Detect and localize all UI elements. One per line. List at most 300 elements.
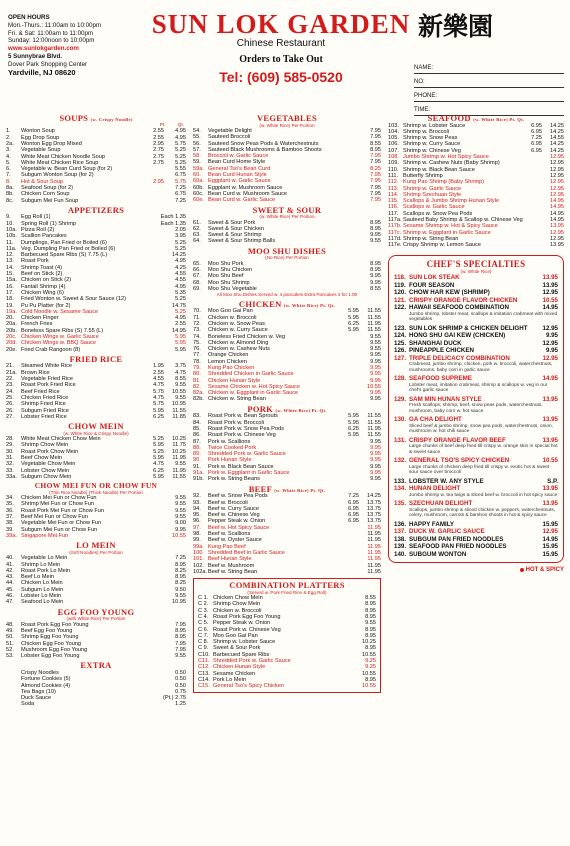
section-title: BEEF xyxy=(248,483,272,494)
item-price: 9.95 xyxy=(370,371,381,378)
item-name: GA CHA DELIGHT xyxy=(409,416,462,424)
item-number: 10a. xyxy=(6,227,17,233)
item-name: Shredded Beef in Garlic Sauce xyxy=(208,549,285,556)
phone-field[interactable]: PHONE: xyxy=(414,88,564,102)
item-price: 5.95 xyxy=(153,442,164,449)
item-number: 88. xyxy=(193,444,201,451)
item-price: 5.35 xyxy=(175,289,186,296)
item-price: 0.75 xyxy=(175,688,186,695)
item-price: 11.55 xyxy=(367,432,381,439)
item-number: 97. xyxy=(193,524,201,531)
item-price: 9.95 xyxy=(370,444,381,451)
item-number: 59. xyxy=(193,159,201,166)
item-number: 39. xyxy=(6,526,14,533)
item-price: 4.75 xyxy=(153,394,164,401)
item-number: 7. xyxy=(6,172,11,179)
item-name: Chicken w. String Bean xyxy=(208,396,266,403)
item-number: 90. xyxy=(193,457,201,464)
item-price: 0.50 xyxy=(175,682,186,689)
item-name: Chicken Lo Mein xyxy=(21,580,63,587)
item-number: 19a. xyxy=(6,308,17,315)
item-name: Beef Hunan Style xyxy=(208,556,252,563)
item-number: 10. xyxy=(6,220,14,227)
item-name: Sauteed Baby Shrimp & Scallop w. Chinese Veg xyxy=(403,217,523,224)
item-price: 7.95 xyxy=(175,621,186,628)
item-price: 12.95 xyxy=(542,324,558,332)
item-price: 2.55 xyxy=(153,128,164,135)
item-name: Roast Pork xyxy=(21,258,49,265)
item-number: 98. xyxy=(193,531,201,538)
item-name: Roast Pork Fried Rice xyxy=(21,382,76,389)
item-number: 4. xyxy=(6,153,11,160)
item-price: 3.95 xyxy=(175,233,186,240)
item-number: 36. xyxy=(6,507,14,514)
item-price: 9.55 xyxy=(175,593,186,600)
item-price: 11.55 xyxy=(367,419,381,426)
item-price: 12.95 xyxy=(550,166,564,173)
chef-item xyxy=(394,340,558,348)
item-name: Subgum Mei Fun or Chow Fun xyxy=(21,526,98,533)
item-price: 9.95 xyxy=(370,476,381,483)
item-name: HONG SHU GAI KEW (CHICKEN) xyxy=(409,332,506,340)
item-price: 11.95 xyxy=(367,320,381,327)
item-name: Scallion Pancakes xyxy=(21,233,67,240)
section-title: CHICKEN xyxy=(238,298,282,309)
section-title: EGG FOO YOUNG xyxy=(57,606,135,617)
item-price: 12.95 xyxy=(550,185,564,192)
item-name: SZECHUAN DELIGHT xyxy=(409,500,473,508)
item-price: 5.95 xyxy=(153,407,164,414)
item-price: 9.55 xyxy=(370,339,381,346)
item-price: 14.95 xyxy=(542,375,558,383)
menu-column-middle xyxy=(193,112,381,840)
item-number: 1. xyxy=(6,128,11,135)
section-sweet-sour xyxy=(193,206,381,245)
item-number: 64. xyxy=(193,238,201,245)
item-number: 13. xyxy=(6,258,14,265)
menu-item xyxy=(6,701,186,707)
item-name: Beef w. String Bean xyxy=(208,568,258,575)
item-name: Shrimp w. Curry Sauce xyxy=(403,141,461,148)
chili-icon xyxy=(520,568,524,572)
number-field[interactable]: NO: xyxy=(414,74,564,88)
item-number: 117d. xyxy=(388,235,402,242)
item-price: 4.55 xyxy=(175,271,186,278)
item-price: 5.25 xyxy=(153,448,164,455)
item-name: Pu Pu Platter (for 2) xyxy=(21,302,71,309)
item-number: 26. xyxy=(6,407,14,414)
item-number: 121. xyxy=(394,296,407,304)
item-name: Sauteed Black Mushrooms & Bamboo Shoots xyxy=(208,146,322,153)
menu-column-right xyxy=(388,112,564,840)
item-price: 13.75 xyxy=(367,518,381,525)
address-line: 5 Sunnybrae Blvd. xyxy=(8,52,62,60)
item-price: 10.55 xyxy=(542,296,558,304)
item-name: Shrimp Fried Rice xyxy=(21,401,66,408)
item-name: Sweet & Sour Pork xyxy=(208,219,256,226)
item-price: Each 1.35 xyxy=(160,220,186,227)
item-price: 8.95 xyxy=(365,613,376,620)
item-name: SEAFOOD PAN FRIED NOODLES xyxy=(409,543,507,551)
section-chow-mein xyxy=(6,422,186,480)
item-price: 6.75 xyxy=(175,191,186,198)
item-price: (Pt.) 2.75 xyxy=(162,695,186,702)
item-price: 8.55 xyxy=(365,595,376,602)
menu-item xyxy=(6,599,186,605)
item-price: 2.75 xyxy=(153,153,164,160)
store-info xyxy=(8,14,158,78)
item-price: 6.95 xyxy=(531,141,542,148)
item-name: Roast Pork w. Chinese Veg xyxy=(213,626,281,633)
item-number: 16. xyxy=(6,283,14,290)
item-price: 7.25 xyxy=(175,185,186,192)
item-name: Sweet & Sour Shrimp Balls xyxy=(208,238,276,245)
item-name: Chicken Corn Soup xyxy=(21,191,70,198)
item-price: 11.55 xyxy=(172,407,186,414)
item-number: 122. xyxy=(394,304,407,312)
item-name: GENERAL TSO'S SPICY CHICKEN xyxy=(409,457,510,465)
chef-item xyxy=(394,416,558,424)
item-number: 83. xyxy=(193,413,201,420)
item-number: 75. xyxy=(193,339,201,346)
item-price: 2.95 xyxy=(153,178,164,185)
item-name: Roast Pork Lo Mein xyxy=(21,567,71,574)
item-name: Scallops w. Snow Pea Pods xyxy=(403,210,473,217)
item-price: 4.75 xyxy=(153,461,164,468)
item-name: Vegetable Mei Fun or Chow Fun xyxy=(21,520,102,527)
item-name: Pepper Steak w. Onion xyxy=(213,620,271,627)
item-price: 8.95 xyxy=(365,632,376,639)
item-name: Moo Shu Beef xyxy=(208,273,244,280)
section-title: CHEF'S SPECIALTIES xyxy=(426,258,526,269)
item-price: 11.95 xyxy=(367,425,381,432)
item-price: 9.95 xyxy=(370,438,381,445)
item-price: 6.95 xyxy=(348,499,359,506)
item-number: 8b. xyxy=(6,191,14,198)
item-price: 9.25 xyxy=(365,658,376,665)
item-name: Chicken w. Almond Ding xyxy=(208,339,269,346)
item-number: 17. xyxy=(6,289,14,296)
section-title: APPETIZERS xyxy=(67,204,125,215)
item-number: 109. xyxy=(388,160,399,167)
item-price: 13.95 xyxy=(542,436,558,444)
item-price: 8.55 xyxy=(370,140,381,147)
chef-item xyxy=(394,521,558,529)
item-price: 11.95 xyxy=(367,562,381,569)
item-name: Subgum Wonton Soup (for 2) xyxy=(21,172,94,179)
orders-text: Orders to Take Out xyxy=(239,54,323,66)
chef-item xyxy=(394,375,558,383)
section-egg-foo-young xyxy=(6,608,186,660)
item-number: 136. xyxy=(394,520,407,528)
item-number: 57. xyxy=(193,146,201,153)
item-price: 4.75 xyxy=(175,369,186,376)
item-number: 135. xyxy=(394,500,407,508)
menu-item xyxy=(193,238,381,244)
item-name: Roast Pork Egg Foo Young xyxy=(213,613,281,620)
item-number: 20d. xyxy=(6,340,17,347)
item-number: 65. xyxy=(193,260,201,267)
item-name: Beef Fried Rice xyxy=(21,388,60,395)
item-number: 140. xyxy=(394,550,407,558)
item-price: 10.55 xyxy=(542,457,558,465)
menu-item xyxy=(193,197,381,203)
section-fried-rice xyxy=(6,355,186,420)
time-field[interactable]: TIME: xyxy=(414,102,564,116)
item-number: 27. xyxy=(6,413,14,420)
item-number: 74. xyxy=(193,333,201,340)
item-name: Lemon Chicken xyxy=(208,358,247,365)
item-price: 5.95 xyxy=(175,334,186,341)
item-name: Vegetable Fried Rice xyxy=(21,376,73,383)
item-price: 11.75 xyxy=(172,442,186,449)
item-price: 12.95 xyxy=(542,339,558,347)
item-price: 2.75 xyxy=(153,159,164,166)
section-note: (w. White Rice) xyxy=(460,268,492,274)
item-number: 93. xyxy=(193,499,201,506)
section-note: (w. White Rice) Per Portion xyxy=(259,214,315,220)
item-number: 100. xyxy=(193,549,204,556)
item-price: 9.55 xyxy=(370,346,381,353)
chef-item xyxy=(394,528,558,536)
item-name: Moo Goo Gai Pan xyxy=(208,308,253,315)
item-price: 14.25 xyxy=(550,122,564,129)
item-name: Fried Crab Rangoon (8) xyxy=(21,346,81,353)
item-price: 15.95 xyxy=(542,543,558,551)
section-chicken xyxy=(193,300,381,403)
item-name: CRISPY ORANGE FLAVOR BEEF xyxy=(409,436,506,444)
item-name: PINEAPPLE CHICKEN xyxy=(409,347,474,355)
item-price: 9.95 xyxy=(370,463,381,470)
item-number: 20b. xyxy=(6,327,17,334)
item-price: 13.95 xyxy=(542,281,558,289)
item-name: Subgum Chow Mein xyxy=(21,473,72,480)
item-number: C 3. xyxy=(198,607,209,614)
chef-item xyxy=(394,297,558,305)
item-price: 2.95 xyxy=(153,140,164,147)
menu-item xyxy=(6,474,186,480)
item-name: Lobster Lo Mein xyxy=(21,593,62,600)
item-price: 11.95 xyxy=(367,556,381,563)
item-number: 99a. xyxy=(193,543,204,550)
restaurant-name: SUN LOK GARDEN xyxy=(151,9,411,39)
item-name: Singapore Mei Fun xyxy=(21,532,69,539)
item-number: 43. xyxy=(6,574,14,581)
item-number: 119. xyxy=(394,281,406,289)
item-number: 32. xyxy=(6,461,14,468)
item-name: Orange Chicken xyxy=(208,352,249,359)
item-name: Beef on Stick (2) xyxy=(21,271,63,278)
item-price: 10.55 xyxy=(362,670,376,677)
item-name: Wonton Egg Drop Mixed xyxy=(21,140,82,147)
item-number: C14. xyxy=(198,676,210,683)
item-name: Lobster Egg Foo Young xyxy=(21,653,80,660)
item-number: 96. xyxy=(193,518,201,525)
item-name: Spring Roll (1) Shrimp xyxy=(21,220,77,227)
item-price: 4.55 xyxy=(175,277,186,284)
item-number: 87. xyxy=(193,438,201,445)
name-field[interactable]: NAME: xyxy=(414,60,564,74)
item-name: Shrimp Chow Mein xyxy=(213,601,261,608)
item-name: Shrimp w. Lobster Sauce xyxy=(403,122,466,129)
item-price: 4.25 xyxy=(175,264,186,271)
item-description: Crabmeat, jumbo shrimp, chicken, pork w. broccoli, waterchestnuts, mushrooms, baby corn in garlic sauce xyxy=(409,362,553,373)
item-price: 13.75 xyxy=(367,499,381,506)
item-name: Shrimp Chow Mein xyxy=(21,442,69,449)
section-title: MOO SHU DISHES xyxy=(247,245,327,256)
item-description: Fresh scallops, shrimp, beef, snow peas pods, waterchestnuts, mushroom, baby corn w. hot sauce xyxy=(409,403,543,414)
item-price: 9.95 xyxy=(545,347,558,355)
item-name: Duck Sauce xyxy=(21,695,52,702)
item-price: 9.95 xyxy=(370,470,381,477)
item-price: 7.95 xyxy=(370,190,381,197)
item-price: 15.95 xyxy=(542,520,558,528)
item-price: 6.25 xyxy=(153,413,164,420)
item-name: HAPPY FAMILY xyxy=(409,520,455,528)
item-name: CRISPY ORANGE FLAVOR CHICKEN xyxy=(409,296,518,304)
item-number: 10b. xyxy=(6,233,17,240)
item-number: 11a. xyxy=(6,245,17,252)
item-price: 12.95 xyxy=(542,528,558,536)
item-price: 5.25 xyxy=(175,245,186,252)
item-number: 62. xyxy=(193,225,201,232)
section-chow-fun xyxy=(6,482,186,539)
item-name: Shredded Pork w. Garlic Sauce xyxy=(213,658,291,665)
section-note: (w. Crispy Noodle) xyxy=(90,117,133,122)
item-number: 51. xyxy=(6,640,14,647)
item-name: Pork w. Black Bean Sauce xyxy=(208,463,274,470)
item-price: 5.75 xyxy=(175,140,186,147)
item-name: FOUR SEASON xyxy=(409,281,455,289)
restaurant-subtitle: Chinese Restaurant xyxy=(236,38,326,50)
item-name: Broccoli w. Garlic Sauce xyxy=(208,153,269,160)
item-number: 84. xyxy=(193,419,201,426)
item-price: 5.25 xyxy=(153,436,164,443)
item-price: 8.95 xyxy=(370,225,381,232)
item-price: 7.95 xyxy=(175,640,186,647)
item-price: 7.95 xyxy=(370,153,381,160)
item-price: 12.95 xyxy=(542,289,558,297)
item-number: 56. xyxy=(193,140,201,147)
item-price: 14.55 xyxy=(550,135,564,142)
item-price: 9.25 xyxy=(365,664,376,671)
item-name: HAWAII SEAFOOD COMBINATION xyxy=(409,304,509,312)
item-price: 9.95 xyxy=(370,279,381,286)
item-price: 8.95 xyxy=(365,676,376,683)
item-name: Chicken Wings w. BBQ Sauce xyxy=(21,340,96,347)
item-number: 127. xyxy=(394,354,407,362)
item-price: 10.55 xyxy=(172,532,186,539)
section-note: (w. White Rice & Crispy Noodle) xyxy=(63,430,129,436)
item-price: 9.95 xyxy=(370,390,381,397)
item-number: 137. xyxy=(394,528,407,536)
item-name: Chicken w. Broccoli xyxy=(208,314,257,321)
item-name: White Meat Chicken Chow Mein xyxy=(21,436,101,443)
item-name: Scallops & Jumbo Shrimp Hunan Style xyxy=(403,198,500,205)
address-line: Dover Park Shopping Center xyxy=(8,60,88,68)
item-price: 12.95 xyxy=(550,154,564,161)
item-number: 33a. xyxy=(6,473,17,480)
chef-item xyxy=(394,457,558,465)
section-soups xyxy=(6,114,186,204)
item-price: 11.95 xyxy=(367,568,381,575)
item-name: CHOW HAR KEW (SHRIMP) xyxy=(409,289,490,297)
item-number: 112. xyxy=(388,179,399,186)
item-price: 11.55 xyxy=(367,327,381,334)
item-name: White Meat Chicken Noodle Soup xyxy=(21,153,105,160)
item-number: 102. xyxy=(193,562,204,569)
item-name: Chicken w. Cashew Nuts xyxy=(208,346,270,353)
item-name: Scallops w. Garlic Sauce xyxy=(403,204,465,211)
item-price: 15.95 xyxy=(542,550,558,558)
item-number: C 7. xyxy=(198,632,209,639)
item-name: Shrimp w. Garlic Sauce xyxy=(403,185,462,192)
item-name: Hot & Sour Soup xyxy=(21,178,63,185)
website-link[interactable]: www.sunlokgarden.com xyxy=(8,45,79,52)
item-number: 47. xyxy=(6,599,14,606)
item-number: 133. xyxy=(394,477,407,485)
item-price: 11.85 xyxy=(172,413,186,420)
chef-item xyxy=(394,274,558,282)
menu-item xyxy=(6,533,186,539)
item-price: 14.95 xyxy=(550,204,564,211)
item-name: Sweet & Sour Shrimp xyxy=(208,232,262,239)
item-name: Shrimp Szechuan Style xyxy=(403,191,462,198)
item-name: Shrimp w. Eggplant in Garlic Sauce xyxy=(403,229,491,236)
item-price: 9.55 xyxy=(175,514,186,521)
item-price: 4.75 xyxy=(153,382,164,389)
item-price: 2.75 xyxy=(153,147,164,154)
item-number: 61. xyxy=(193,219,201,226)
item-price: 5.25 xyxy=(175,159,186,166)
item-number: C13. xyxy=(198,670,210,677)
item-number: 30. xyxy=(6,448,14,455)
item-price: 4.95 xyxy=(175,128,186,135)
item-name: Beef Chow Mein xyxy=(21,455,63,461)
item-number: 80. xyxy=(193,371,201,378)
item-price: 5.25 xyxy=(175,239,186,246)
item-price: 5.95 xyxy=(348,308,359,315)
item-number: 71. xyxy=(193,314,201,321)
item-number: 59a. xyxy=(193,165,204,172)
section-extra xyxy=(6,661,186,707)
item-price: 13.95 xyxy=(542,485,558,493)
item-price: 1.25 xyxy=(175,701,186,708)
item-name: Barbecued Spare Ribs xyxy=(213,651,270,658)
item-price: 14.95 xyxy=(550,198,564,205)
item-number: 125. xyxy=(394,339,407,347)
item-number: 115. xyxy=(388,198,399,205)
item-name: Bean Curd w. Mushroom Sauce xyxy=(208,190,287,197)
section-title: LO MEIN xyxy=(76,540,116,551)
item-number: 15. xyxy=(6,271,14,278)
item-name: Vegetable Delight xyxy=(208,128,252,134)
item-price: 6.95 xyxy=(348,512,359,519)
item-number: 18. xyxy=(6,296,14,303)
item-price: 10.95 xyxy=(172,401,186,408)
item-name: Mushroom Egg Foo Young xyxy=(21,646,88,653)
item-number: 81. xyxy=(193,377,201,384)
section-note: (Served w. Pork Fried Rice & Egg Roll) xyxy=(247,589,327,595)
item-number: 104. xyxy=(388,128,399,135)
item-price: 5.25 xyxy=(175,308,186,315)
item-price: 9.95 xyxy=(545,332,558,340)
item-number: 20c. xyxy=(6,334,17,341)
item-name: Crispy Noodles xyxy=(21,669,59,676)
item-name: Pepper Steak w. Onion xyxy=(208,518,266,525)
item-price: 5.95 xyxy=(348,432,359,439)
item-price: 9.00 xyxy=(175,520,186,527)
